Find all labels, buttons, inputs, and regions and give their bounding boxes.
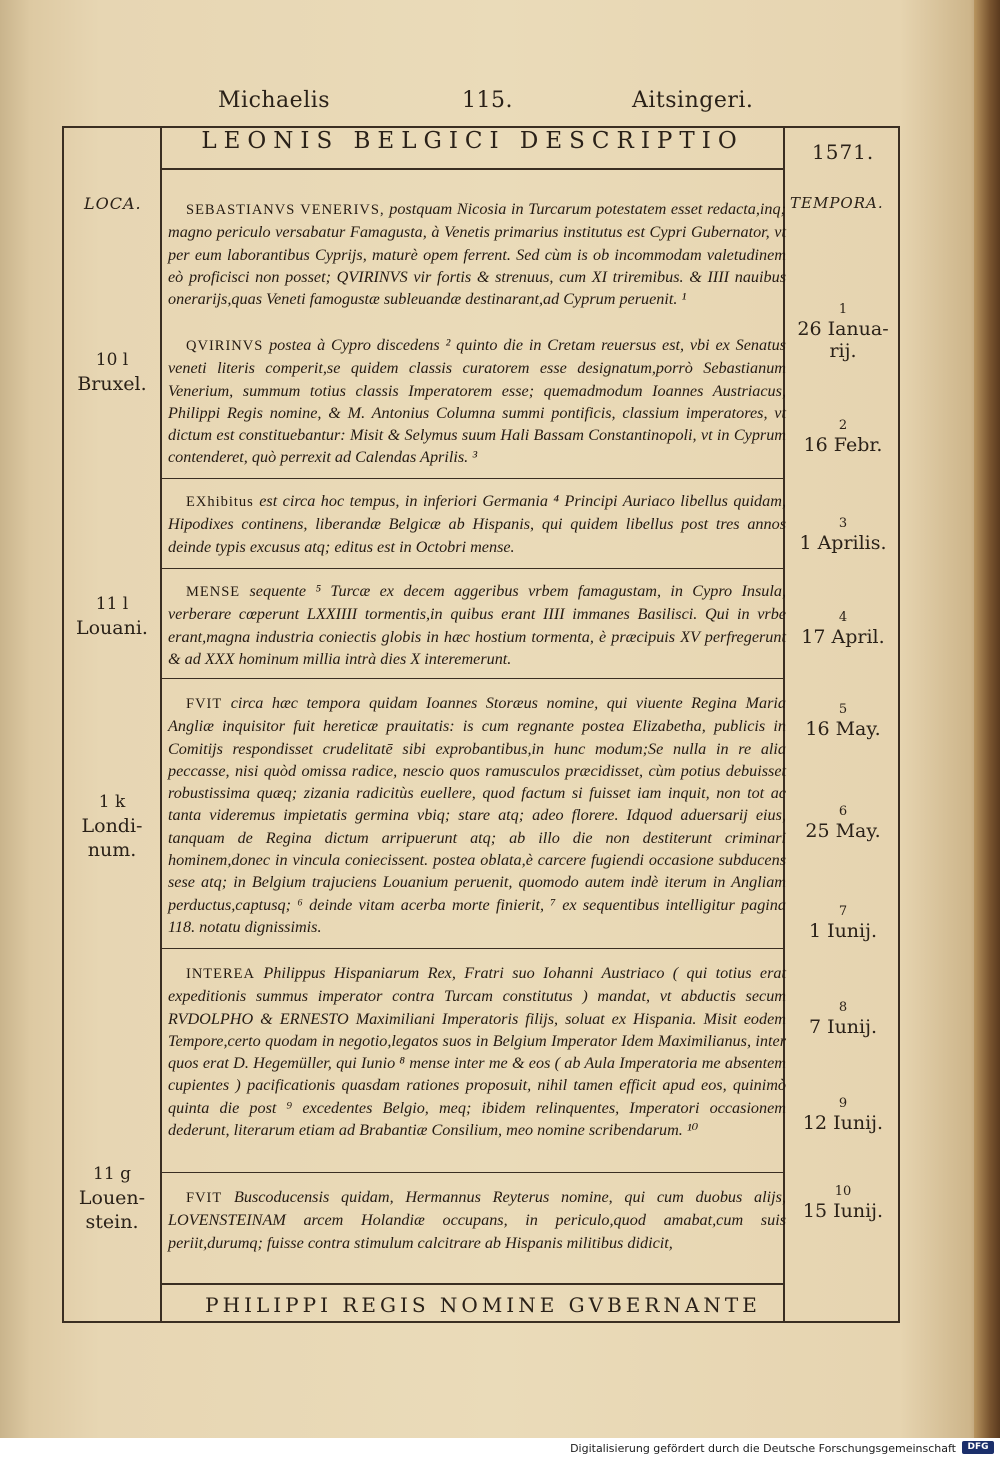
date-number: 7 [838, 904, 848, 919]
paragraph-2 [168, 334, 786, 469]
year-label: 1571. [812, 140, 875, 164]
paragraph-5 [168, 692, 786, 938]
place-ref: 1 k [98, 792, 126, 812]
date-number: 3 [838, 516, 848, 531]
running-head-right: Aitsingeri. [632, 88, 754, 113]
date-text: 1 Aprilis. [799, 532, 887, 554]
paragraph-lead: SEBASTIANVS VENERIVS, [186, 202, 385, 218]
catchline: PHILIPPI REGIS NOMINE GVBERNANTE [205, 1293, 761, 1317]
place-note [62, 592, 162, 640]
text-bottom-rule [160, 1283, 785, 1285]
date-note [787, 702, 899, 740]
place-name-cont: stein. [85, 1211, 139, 1233]
date-note [787, 904, 899, 942]
tempora-column-header: TEMPORA. [790, 194, 884, 212]
paragraph-text: est circa hoc tempus, in inferiori Germania ⁴ Principi Auriaco libellus quidam, Hipodixes continens, liberandæ Belgicæ ab Hispanis, qui quidem libellus post tres annos deinde typis excusus atq; editus est in Octobri mense. [168, 492, 786, 556]
place-name: Londi- [81, 815, 143, 837]
date-text: 17 April. [801, 626, 885, 648]
date-text: 26 Ianua- [797, 318, 889, 340]
paragraph-rule [160, 1172, 785, 1173]
place-name-cont: num. [87, 839, 137, 861]
place-ref: 11 g [93, 1164, 131, 1184]
paragraph-lead: FVIT [186, 696, 223, 712]
date-number: 2 [838, 418, 848, 433]
date-number: 6 [838, 804, 848, 819]
date-text: 16 May. [805, 718, 881, 740]
paragraph-4 [168, 580, 786, 670]
place-ref: 10 l [95, 350, 129, 370]
date-number: 5 [838, 702, 848, 717]
paragraph-3 [168, 490, 786, 558]
paragraph-lead: INTEREA [186, 966, 256, 982]
paragraph-lead: EXhibitus [186, 494, 254, 510]
funding-credit: Digitalisierung gefördert durch die Deutsche Forschungsgemeinschaft [570, 1442, 956, 1455]
date-text: 25 May. [805, 820, 881, 842]
place-ref: 11 l [95, 594, 129, 614]
paragraph-rule [160, 568, 785, 569]
date-number: 10 [834, 1184, 852, 1199]
date-text: 15 Iunij. [802, 1200, 884, 1222]
date-note [787, 1184, 899, 1222]
paragraph-text: sequente ⁵ Turcæ ex decem aggeribus vrbem famagustam, in Cypro Insula, verberare cœperunt LXXIIII tormentis,in quibus erant IIII immanes Basilisci. Qui in vrbe erant,magna industria coniectis globis in hæc hostium tormenta, è præcipuis XV perfregerunt & ad XXX hominum millia intrà dies X interemerunt. [168, 582, 786, 668]
date-note [787, 516, 899, 554]
paragraph-rule [160, 478, 785, 479]
paragraph-rule [160, 948, 785, 949]
paragraph-rule [160, 678, 785, 679]
date-text: 7 Iunij. [808, 1016, 878, 1038]
paragraph-lead: MENSE [186, 584, 241, 600]
book-edge [974, 0, 1000, 1438]
digitization-footer [0, 1438, 1000, 1458]
paragraph-text: postquam Nicosia in Turcarum potestatem esset redacta,inq; magno periculo versabatur Famagusta, à Venetis primarius institutus est Cypri Gubernator, vt per eum laborantibus Cyprijs, maturè opem ferrent. Sed cùm is ob incommodam valetudinem eò proficisci non posset; QVIRINVS vir fortis & strenuus, cum XI triremibus. & IIII nauibus onerarijs,quas Veneti famogustæ subleuandæ destinarant,ad Cyprum peruenit. ¹ [168, 200, 787, 309]
place-name: Louani. [76, 617, 148, 639]
date-number: 9 [838, 1096, 848, 1111]
loca-column-header: LOCA. [84, 194, 142, 213]
date-note [787, 804, 899, 842]
place-note [62, 1162, 162, 1234]
paragraph-text: Buscoducensis quidam, Hermannus Reyterus nomine, qui cum duobus alijs, LOVENSTEINAM arcem Holandiæ occupans, in periculo,quod amabat,cum suis periit,durumq; fuisse contra stimulum calcitrare ab Hispanis militibus didicit, [168, 1188, 786, 1252]
frame-left-rule [62, 126, 64, 1322]
paragraph-text: circa hæc tempora quidam Ioannes Storæus nomine, qui viuente Regina Maria Angliæ inquisitor fuit hereticæ prauitatis: is cum regnante postea Elizabetha, publicis in Comitijs respondisset crudelitatē sibi exprobantibus,in hunc modum;Se nulla in re alia peccasse, nisi quòd omissa radice, nescio quos ramusculos præcidisset, cùm potius debuisset robustissima quæq; zizania radicitùs euellere, quod factum si fuisset iam inquit, non tot ac tanta videremus impietatis germina vbiq; stare atq; adeo florere. Idquod aduersarij eius, tanquam de Regina dictum arripuerunt atq; ab illo die non destiterunt criminari hominem,donec in vincula coniecissent. postea oblata,è carcere fugiendi occasione subducens sese atq; in Belgium trajuciens Louanium peruenit, quomodo autem indè iterum in Angliam perductus,captusq; ⁶ deinde vitam acerba morte finierit, ⁷ ex sequentibus intelligitur pagina 118. notatu dignissimis. [168, 694, 786, 936]
date-number: 1 [838, 302, 848, 317]
date-text: 12 Iunij. [802, 1112, 884, 1134]
frame-bottom-rule [62, 1321, 900, 1323]
paragraph-text: Philippus Hispaniarum Rex, Fratri suo Iohanni Austriaco ( qui totius erat expeditionis summus imperator contra Turcam constitutus ) mandat, vt abductis secum RVDOLPHO & ERNESTO Maximiliani Imperatoris filijs, soluat ex Hispania. Misit eodem Tempore,certo quodam in negotio,legatos suos in Belgium Imperator Idem Maximilianus, inter quos erat D. Hegemüller, qui Iunio ⁸ mense inter me & eos ( ab Aula Imperatoria me absentem cupientes ) pacificationis quasdam rationes proposuit, nihil tamen efficit apud eos, quinimò quinta die post ⁹ excedentes Belgio, meq; ibidem relinquentes, Imperatori occasionem dederunt, literarum etiam ad Brabantiæ Consilium, meo nomine scribendarum. ¹⁰ [168, 964, 786, 1140]
paragraph-lead: QVIRINVS [186, 338, 264, 354]
paragraph-lead: FVIT [186, 1190, 223, 1206]
date-text: 1 Iunij. [808, 920, 878, 942]
title-underline [160, 168, 785, 170]
date-note [787, 302, 899, 362]
place-note [62, 348, 162, 396]
page-title: LEONIS BELGICI DESCRIPTIO [201, 128, 744, 154]
page-number: 115. [462, 88, 513, 113]
paragraph-7 [168, 1186, 786, 1254]
date-note [787, 1000, 899, 1038]
date-note [787, 610, 899, 648]
date-number: 8 [838, 1000, 848, 1015]
date-text-cont: rij. [829, 340, 857, 362]
place-name: Bruxel. [77, 373, 147, 395]
date-text: 16 Febr. [803, 434, 883, 456]
paragraph-6 [168, 962, 786, 1141]
running-head-left: Michaelis [218, 88, 331, 113]
place-note [62, 790, 162, 862]
paragraph-1 [168, 198, 786, 310]
date-note [787, 1096, 899, 1134]
paragraph-text: postea à Cypro discedens ² quinto die in Cretam reuersus est, vbi ex Senatus veneti literis comperit,se quidem classis curatorem esse designatum,porrò Sebastianum Venerium, summum totius classis Imperatorem esse; quemadmodum Ioannes Austriacus, Philippi Regis nomine, & M. Antonius Columna summi pontificis, classium imperatores, vt dictum est constituebantur: Misit & Selymus suum Hali Bassam Constantinopoli, vt in Cyprum contenderet, quò perrexit ad Calendas Aprilis. ³ [168, 336, 786, 467]
place-name: Louen- [78, 1187, 146, 1209]
date-number: 4 [838, 610, 848, 625]
date-note [787, 418, 899, 456]
dfg-logo: DFG [962, 1441, 994, 1454]
loca-column-rule [160, 126, 162, 1322]
